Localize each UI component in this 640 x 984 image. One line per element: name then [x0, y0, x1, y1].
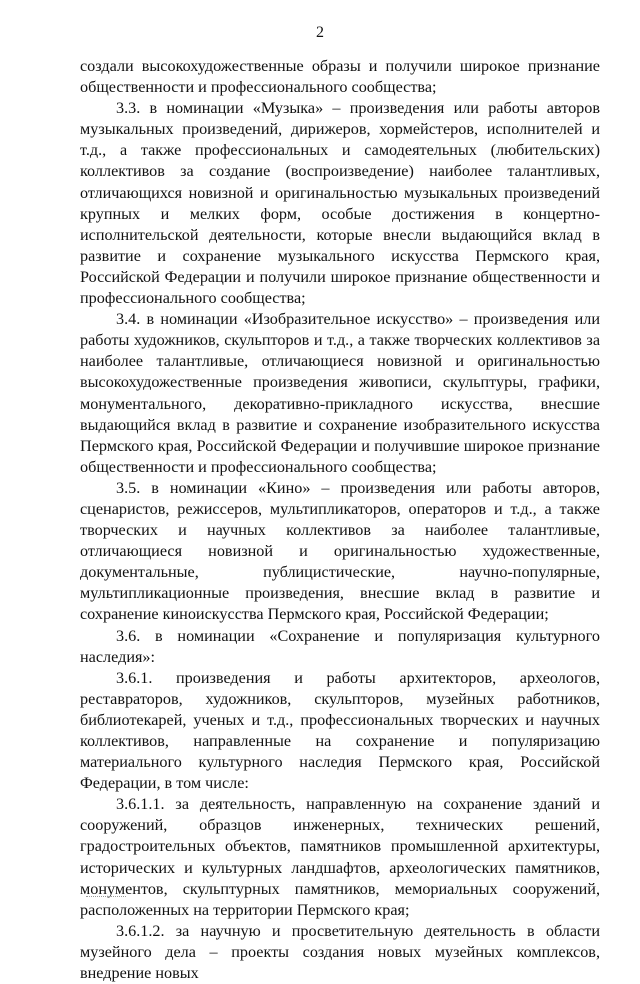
- bottom-scan-mark: [86, 896, 126, 898]
- paragraph-3-6-1: 3.6.1. произведения и работы архитекторов, археологов, реставраторов, художников, скульпторов, музейных работников, библиотекарей, ученых и т.д., профессиональных творческих и научных коллективов, направленные на сохранение и популяризацию материального культурного наследия Пермского края, Российской Федерации, в том числе:: [80, 668, 600, 793]
- paragraph-3-6-1-2: 3.6.1.2. за научную и просветительную деятельность в области музейного дела – проекты создания новых музейных комплексов, внедрение новых: [80, 921, 600, 983]
- paragraph-3-6-1-1: 3.6.1.1. за деятельность, направленную на сохранение зданий и сооружений, образцов инженерных, технических решений, градостроительных объектов, памятников промышленной архитектуры, исторических и культурных ландшафтов, археологических памятников, монументов, скульптурных памятников, мемориальных сооружений, расположенных на территории Пермского края;: [80, 795, 600, 919]
- document-body: [80, 56, 600, 984]
- paragraph-3-6-heritage: 3.6. в номинации «Сохранение и популяризация культурного наследия»:: [80, 626, 600, 666]
- paragraph-3-4-fine-art: 3.4. в номинации «Изобразительное искусство» – произведения или работы художников, скульпторов и т.д., а также творческих коллективов за наиболее талантливые, отличающиеся новизной и оригинальностью высокохудожественные произведения живописи, скульптуры, графики, монументального, декоративно-прикладного искусства, внесшие выдающийся вклад в развитие и сохранение изобразительного искусства Пермского края, Российской Федерации и получившие широкое признание общественности и профессионального сообщества;: [80, 310, 600, 476]
- paragraph-3-5-cinema: 3.5. в номинации «Кино» – произведения или работы авторов, сценаристов, режиссеров, мультипликаторов, операторов и т.д., а также творческих и научных коллективов за наиболее талантливые, отличающиеся новизной и оригинальностью художественные, документальные, публицистические, научно-популярные, мультипликационные произведения, внесшие вклад в развитие и сохранение киноискусства Пермского края, Российской Федерации;: [80, 478, 600, 624]
- page-number: 2: [316, 24, 324, 41]
- paragraph-continuation: создали высокохудожественные образы и получили широкое признание общественности и профессионального сообщества;: [80, 57, 600, 97]
- paragraph-3-3-music: 3.3. в номинации «Музыка» – произведения или работы авторов музыкальных произведений, дирижеров, хормейстеров, исполнителей и т.д., а также профессиональных и самодеятельных (любительских) коллективов за создание (воспроизведение) наиболее талантливых, отличающихся новизной и оригинальностью музыкальных произведений крупных и мелких форм, особые достижения в концертно-исполнительской деятельности, которые внесли выдающийся вклад в развитие и сохранение музыкального искусства Пермского края, Российской Федерации и получили широкое признание общественности и профессионального сообщества;: [80, 99, 600, 308]
